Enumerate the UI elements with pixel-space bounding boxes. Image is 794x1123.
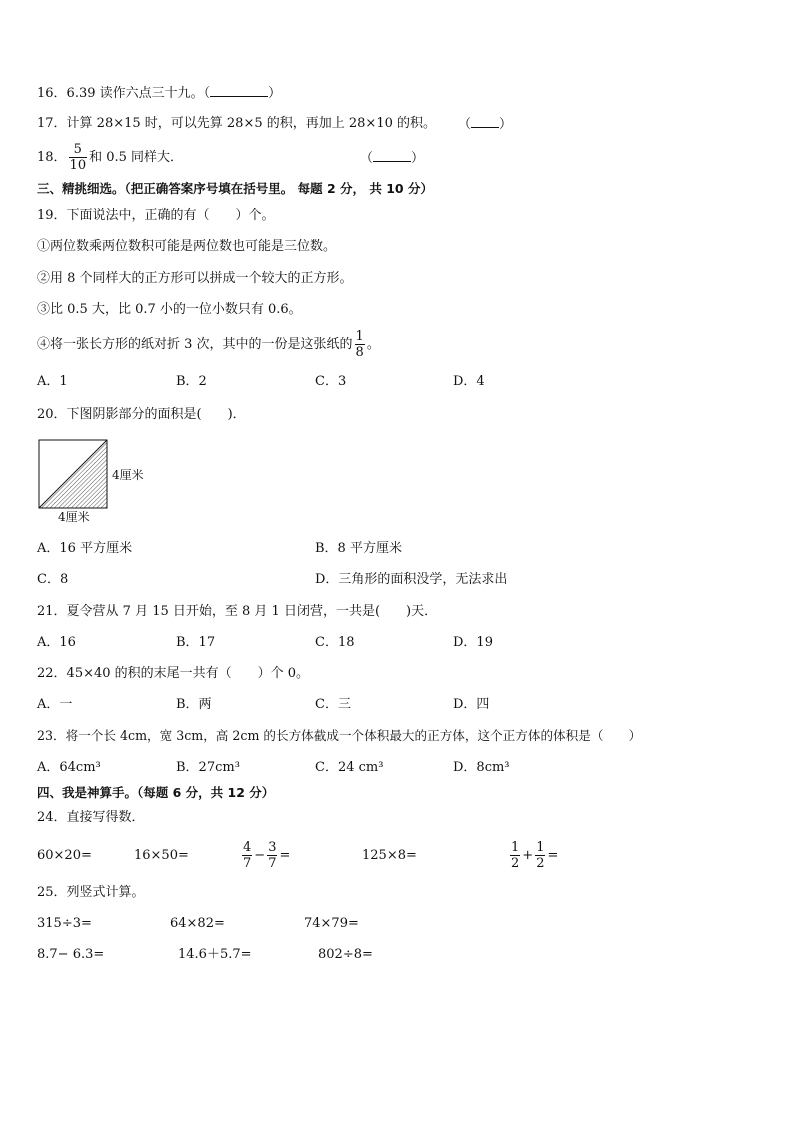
expr-125x8: 125×8= — [362, 848, 417, 863]
expr-fraction-subtract: $\frac{4}{7}$ − $\frac{3}{7}$ = — [243, 840, 291, 871]
expr-802div8: 802÷8= — [318, 947, 373, 962]
section-3-heading: 三、精挑细选。（把正确答案序号填在括号里。 每题 2 分， 共 10 分） — [37, 181, 433, 196]
question-16-text: 16．6.39 读作六点三十九。 — [37, 86, 204, 101]
question-22-stem: 22．45×40 的积的末尾一共有（ ）个 0。 — [37, 666, 310, 681]
q21-option-a[interactable]: A．16 — [37, 635, 76, 650]
q23-option-c[interactable]: C．24 cm³ — [315, 760, 384, 775]
expr-fraction-add: $\frac{1}{2}$ + $\frac{1}{2}$ = — [511, 840, 559, 871]
q23-option-b[interactable]: B．27cm³ — [176, 760, 240, 775]
expr-8.7minus6.3: 8.7− 6.3= — [37, 947, 105, 962]
expr-16x50: 16×50= — [134, 848, 189, 863]
answer-paren-18: （ ） — [360, 151, 425, 166]
q22-option-d[interactable]: D．四 — [453, 697, 490, 712]
q21-option-c[interactable]: C．18 — [315, 635, 355, 650]
q19-option-c[interactable]: C．3 — [315, 374, 347, 389]
statement-3: ③比 0.5 大，比 0.7 小的一位小数只有 0.6。 — [37, 302, 302, 317]
answer-blank-17[interactable] — [471, 115, 499, 128]
side-length-label-right: 4厘米 — [112, 468, 144, 482]
expr-60x20: 60×20= — [37, 848, 92, 863]
expr-14.6plus5.7: 14.6＋5.7= — [178, 947, 252, 962]
answer-blank-18[interactable] — [373, 149, 411, 162]
statement-1: ①两位数乘两位数积可能是两位数也可能是三位数。 — [37, 239, 337, 254]
question-20-stem: 20．下图阴影部分的面积是( )． — [37, 407, 246, 422]
q20-option-a[interactable]: A．16 平方厘米 — [37, 541, 133, 556]
statement-4: ④将一张长方形的纸对折 3 次，其中的一份是这张纸的 $\frac{1}{8}$ 。 — [37, 329, 380, 360]
question-17-text: 17．计算 28×15 时，可以先算 28×5 的积，再加上 28×10 的积。 — [37, 116, 436, 131]
answer-paren-17: （ ） — [458, 117, 513, 132]
q20-option-c[interactable]: C．8 — [37, 572, 69, 587]
question-25-stem: 25．列竖式计算。 — [37, 885, 145, 900]
question-24-stem: 24．直接写得数． — [37, 810, 145, 825]
q23-option-a[interactable]: A．64cm³ — [37, 760, 101, 775]
q23-option-d[interactable]: D．8cm³ — [453, 760, 510, 775]
fraction-1-8: $\frac{1}{8}$ — [355, 329, 364, 360]
question-18-text: 和 0.5 同样大． — [89, 150, 184, 165]
question-18: 18． $\frac{5}{10}$ 和 0.5 同样大． — [37, 142, 184, 173]
question-21-stem: 21．夏令营从 7 月 15 日开始，至 8 月 1 日闭营，一共是( )天． — [37, 604, 438, 619]
question-16: 16．6.39 读作六点三十九。（ ） — [37, 86, 282, 101]
expr-64x82: 64×82= — [170, 916, 225, 931]
question-17 — [37, 115, 436, 133]
square-shaded-triangle-figure — [38, 439, 108, 509]
q20-option-d[interactable]: D．三角形的面积没学，无法求出 — [315, 572, 508, 587]
q19-option-d[interactable]: D．4 — [453, 374, 485, 389]
q22-option-c[interactable]: C．三 — [315, 697, 351, 712]
q21-option-d[interactable]: D．19 — [453, 635, 493, 650]
q19-option-b[interactable]: B．2 — [176, 374, 207, 389]
section-4-heading: 四、我是神算手。（每题 6 分，共 12 分） — [37, 785, 275, 800]
q21-option-b[interactable]: B．17 — [176, 635, 216, 650]
answer-blank-16[interactable] — [210, 84, 268, 97]
q19-option-a[interactable]: A．1 — [37, 374, 68, 389]
q22-option-a[interactable]: A．一 — [37, 697, 73, 712]
expr-74x79: 74×79= — [304, 916, 359, 931]
statement-2: ②用 8 个同样大的正方形可以拼成一个较大的正方形。 — [37, 271, 353, 286]
side-length-label-bottom: 4厘米 — [58, 510, 90, 524]
q20-option-b[interactable]: B．8 平方厘米 — [315, 541, 402, 556]
question-19-stem: 19．下面说法中，正确的有（ ）个。 — [37, 208, 275, 223]
fraction-5-10: $\frac{5}{10}$ — [69, 142, 87, 173]
q22-option-b[interactable]: B．两 — [176, 697, 212, 712]
expr-315div3: 315÷3= — [37, 916, 92, 931]
question-23-stem: 23．将一个长 4cm，宽 3cm，高 2cm 的长方体截成一个体积最大的正方体，这个正方体的体积是（ ） — [37, 728, 642, 743]
